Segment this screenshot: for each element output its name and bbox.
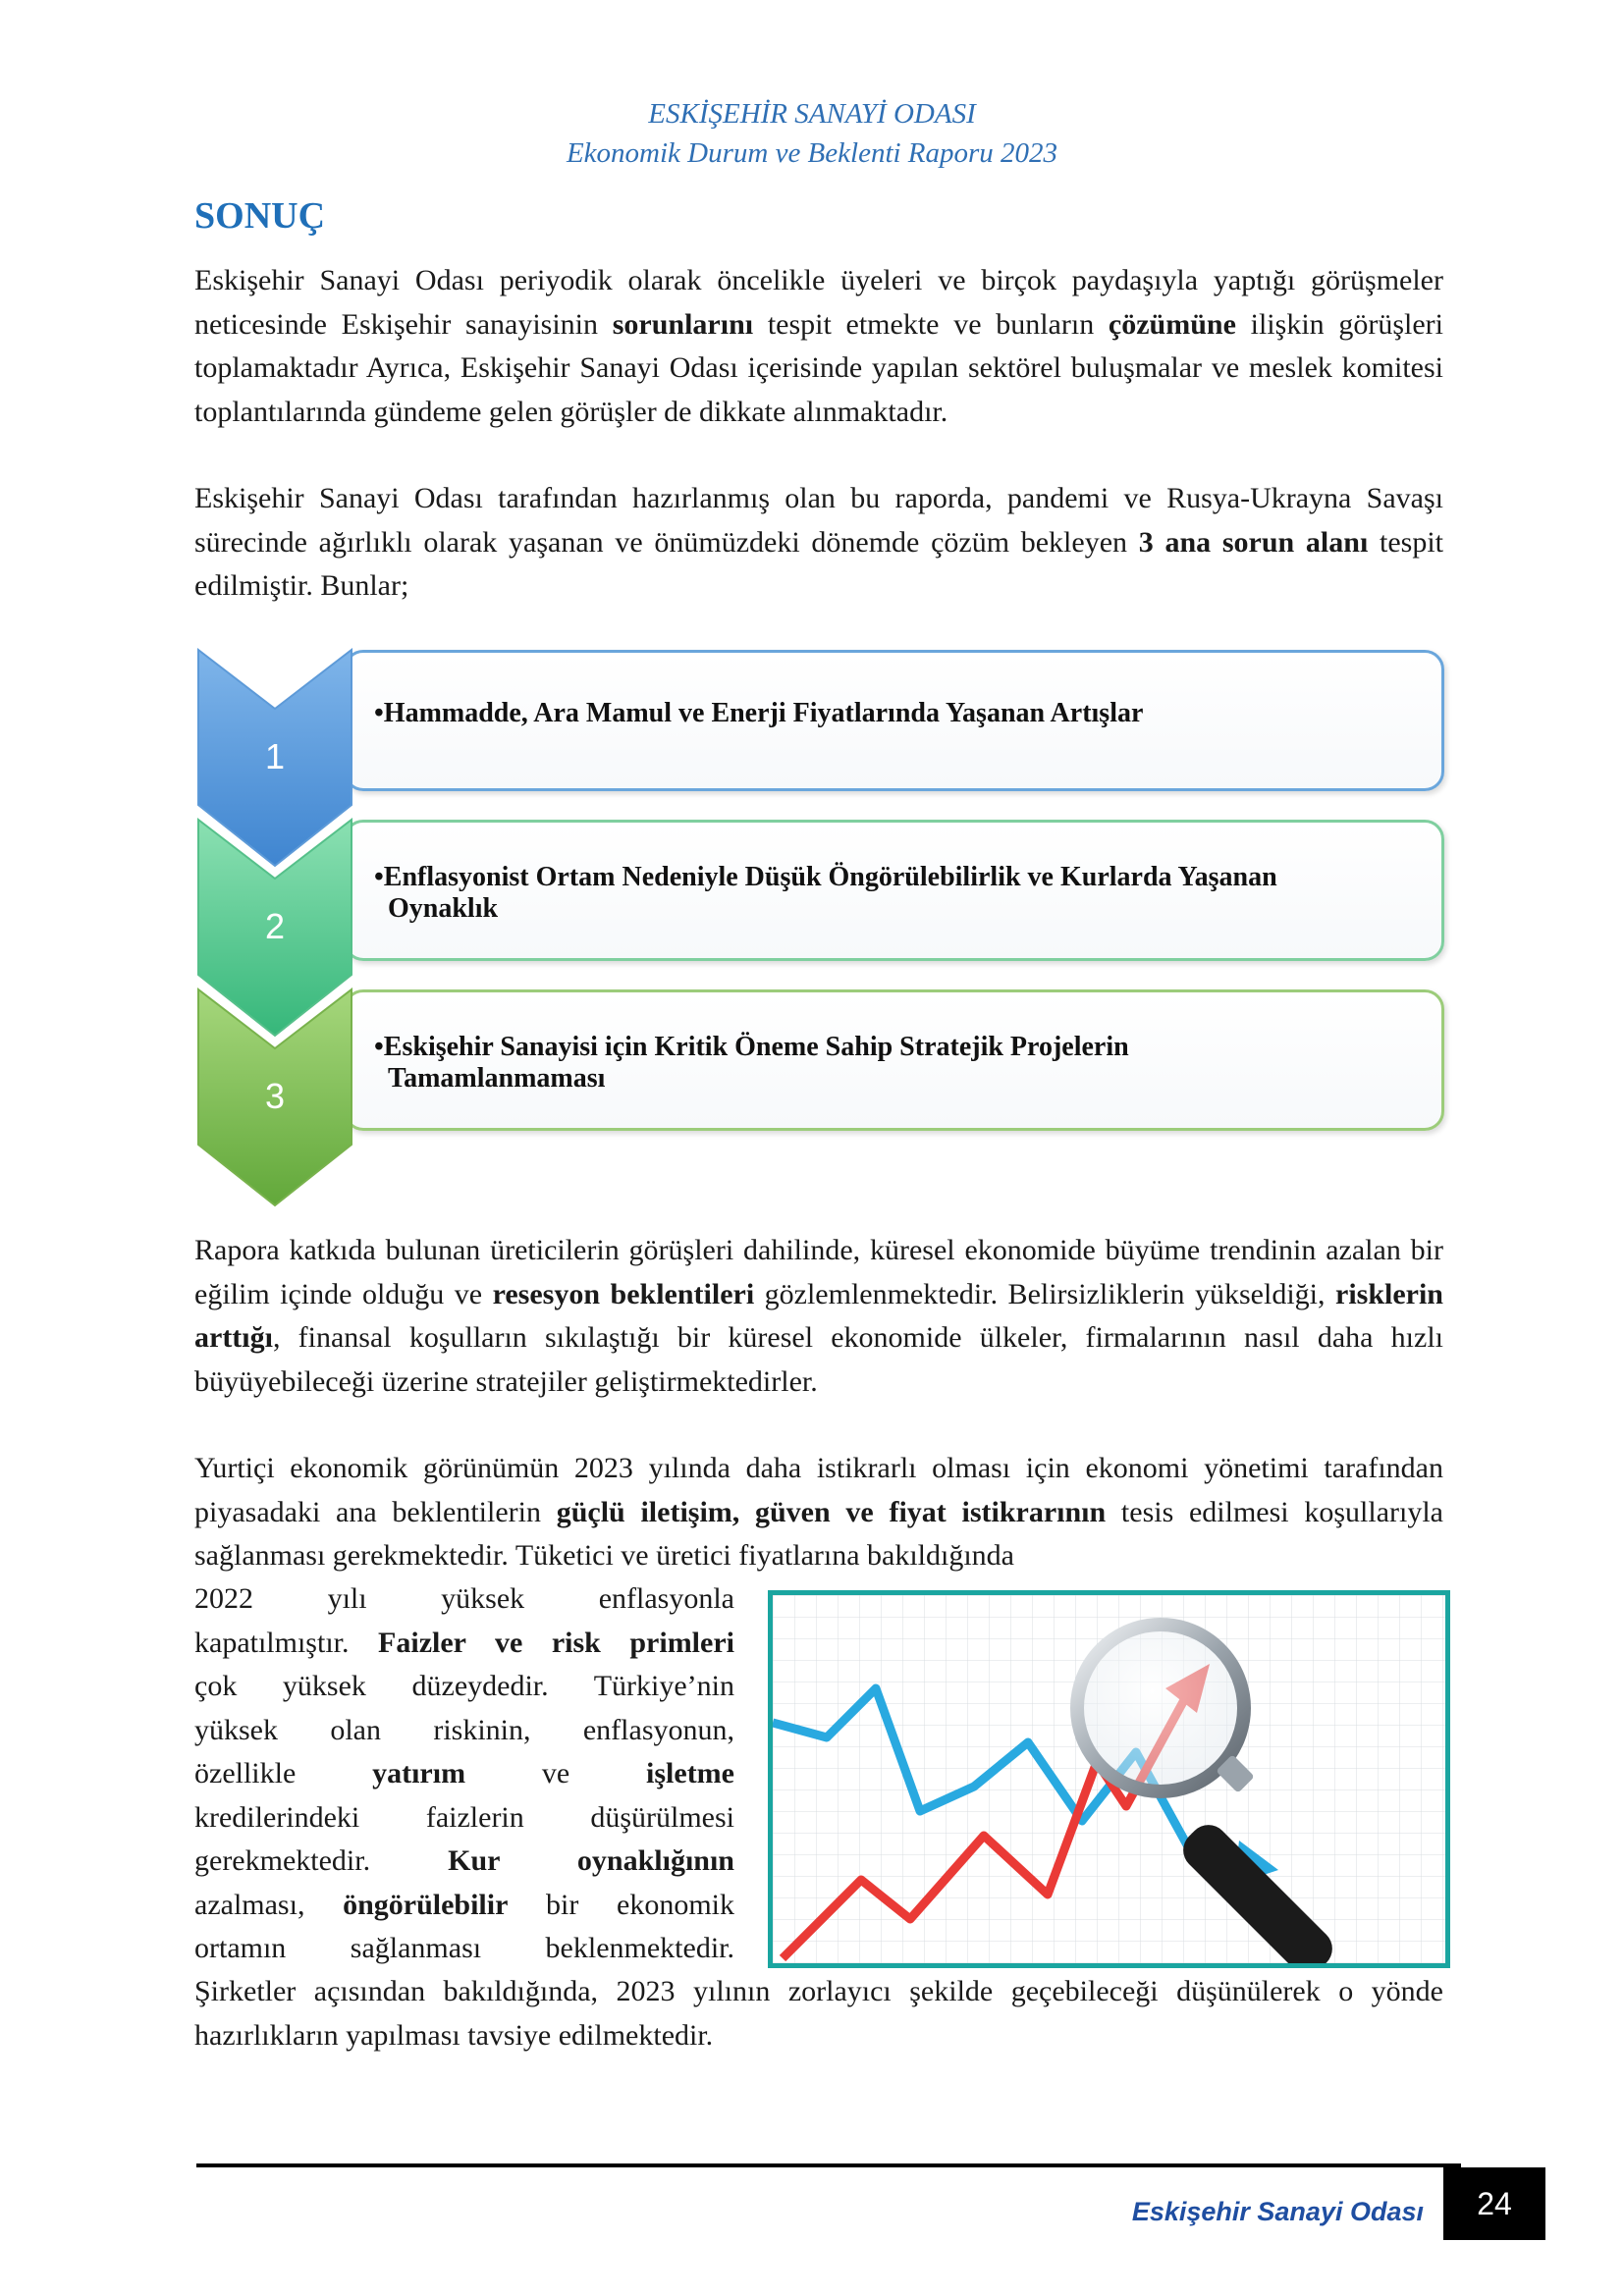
paragraph-domestic-outlook: Yurtiçi ekonomik görünümün 2023 yılında daha istikrarlı olması için ekonomi yönetimi tarafından piyasadaki ana beklentilerin güçlü iletişim, güven ve fiyat istikrarının tesis edilmesi koşullarıyla sağlanması gerekmektedir. Tüketici ve üretici fiyatlarına bakıldığında xyxy=(194,1452,1443,1572)
problem-number-3: 3 xyxy=(264,1076,286,1116)
problem-number-2: 2 xyxy=(264,906,286,946)
problem-box-2 xyxy=(344,820,1444,961)
problem-number-1: 1 xyxy=(264,736,286,776)
paragraph-inflation-column: 2022 yılı yüksek enflasyonla kapatılmıştır. Faizler ve risk primleri çok yüksek düzeydedir. Türkiye’nin yüksek olan riskinin, enflasyonun, özellikle yatırım ve işletme kredilerindeki faizlerin düşürülmesi gerekmektedir. Kur oynaklığının azalması, öngörülebilir bir ekonomik ortamın sağlanması beklenmektedir. xyxy=(194,1582,734,1964)
magnifier-chart-illustration xyxy=(768,1590,1450,1968)
magnifier-lens xyxy=(1077,1625,1244,1791)
chevron-3 xyxy=(196,988,353,1208)
problem-3-text: •Eskişehir Sanayisi için Kritik Öneme Sahip Stratejik Projelerin xyxy=(374,1032,1129,1062)
problem-box-3 xyxy=(344,989,1444,1131)
paragraph-recommendation: Şirketler açısından bakıldığında, 2023 yılının zorlayıcı şekilde geçebileceği düşünülerek o yönde hazırlıkların yapılması tavsiye edilmektedir. xyxy=(194,1975,1443,2052)
header-report-title: Ekonomik Durum ve Beklenti Raporu 2023 xyxy=(566,137,1058,169)
footer-organization: Eskişehir Sanayi Odası xyxy=(1131,2197,1424,2226)
header-org: ESKİŞEHİR SANAYİ ODASI xyxy=(648,98,976,130)
problem-3-text-cont: Tamamlanmaması xyxy=(388,1063,606,1094)
paragraph-intro: Eskişehir Sanayi Odası periyodik olarak öncelikle üyeleri ve birçok paydaşıyla yaptığı görüşmeler neticesinde Eskişehir sanayisinin sorunlarını tespit etmekte ve bunların çözümüne ilişkin görüşleri toplamaktadır Ayrıca, Eskişehir Sanayi Odası içerisinde yapılan sektörel buluşmalar ve meslek komitesi toplantılarında gündeme gelen görüşler de dikkate alınmaktadır. xyxy=(194,264,1444,428)
page-number: 24 xyxy=(1443,2167,1545,2240)
problem-2-text-cont: Oynaklık xyxy=(388,893,499,924)
problem-box-1 xyxy=(344,650,1444,791)
problem-2-text: •Enflasyonist Ortam Nedeniyle Düşük Öngörülebilirlik ve Kurlarda Yaşanan xyxy=(374,862,1277,892)
footer-rule xyxy=(196,2163,1461,2167)
paragraph-global-economy: Rapora katkıda bulunan üreticilerin görüşleri dahilinde, küresel ekonomide büyüme trendinin azalan bir eğilim içinde olduğu ve resesyon beklentileri gözlemlenmektedir. Belirsizliklerin yükseldiği, risklerin arttığı, finansal koşulların sıkılaştığı bir küresel ekonomide ülkeler, firmalarının nasıl daha hızlı büyüyebileceği üzerine stratejiler geliştirmektedirler. xyxy=(194,1234,1443,1398)
paragraph-problems: Eskişehir Sanayi Odası tarafından hazırlanmış olan bu raporda, pandemi ve Rusya-Ukrayna Savaşı sürecinde ağırlıklı olarak yaşanan ve önümüzdeki dönemde çözüm bekleyen 3 ana sorun alanı tespit edilmiştir. Bunlar; xyxy=(194,482,1444,602)
section-title: SONUÇ xyxy=(194,195,326,237)
problem-list-diagram xyxy=(196,648,1443,1198)
problem-1-text: •Hammadde, Ara Mamul ve Enerji Fiyatlarında Yaşanan Artışlar xyxy=(374,698,1144,728)
